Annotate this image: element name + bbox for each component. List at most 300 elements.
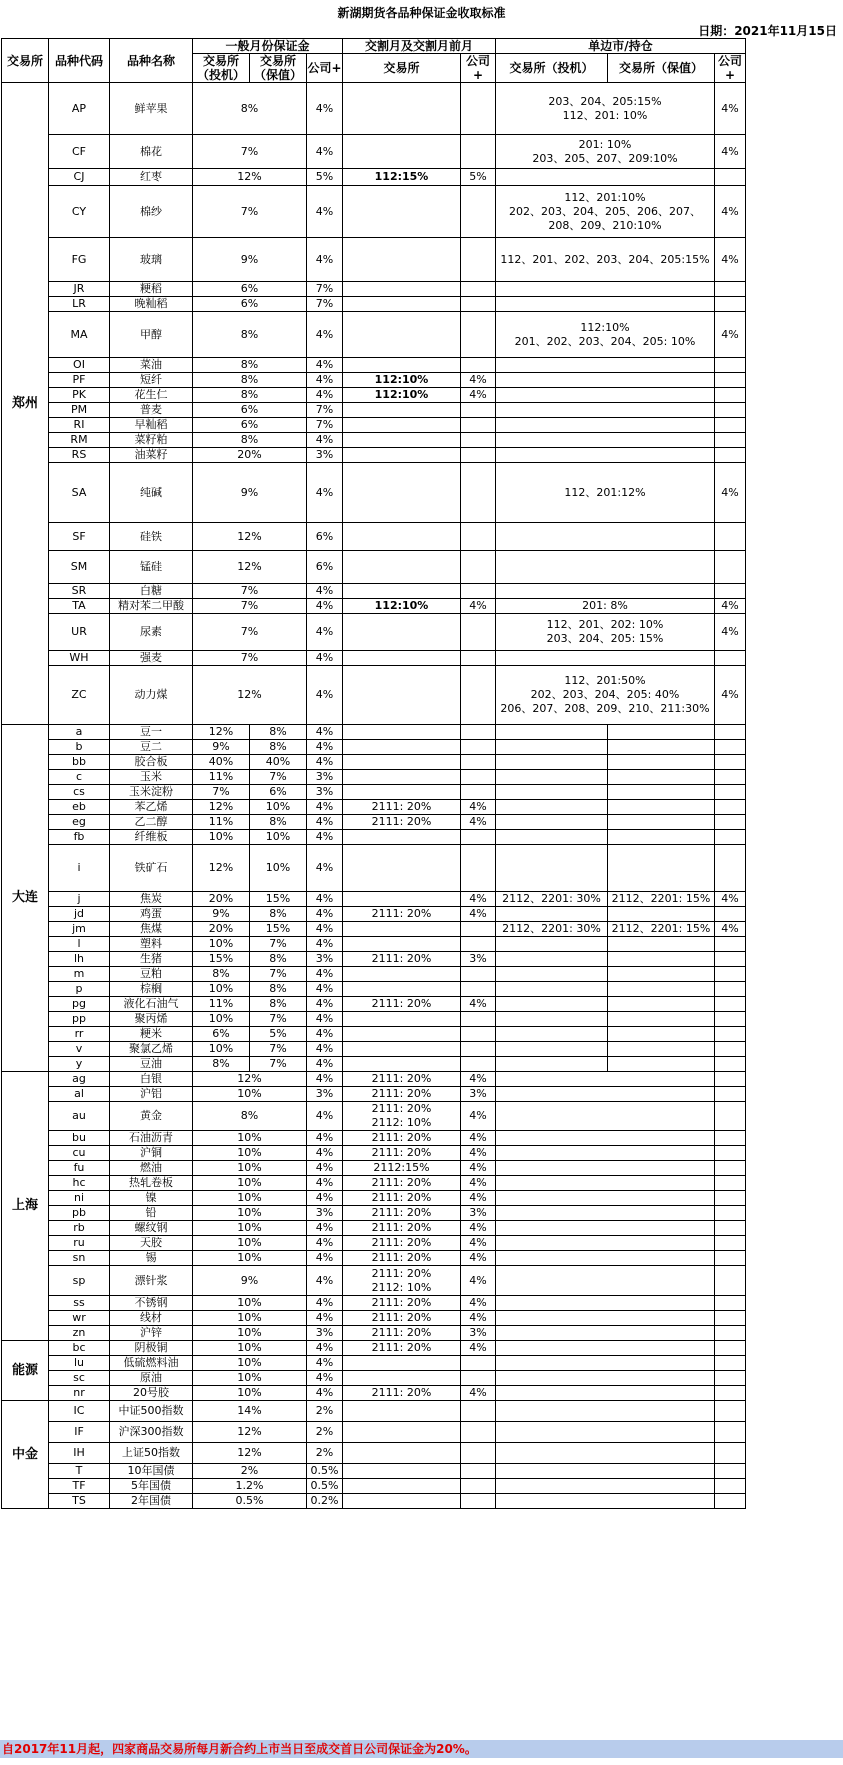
name-cell: 早籼稻 (110, 418, 193, 433)
delivery-margin-cell (343, 770, 461, 785)
delivery-plus-cell (461, 1494, 496, 1509)
single-plus-cell (715, 1176, 746, 1191)
single-spec-cell (496, 982, 608, 997)
spec-margin-cell: 10% (193, 1042, 250, 1057)
single-plus-cell (715, 1296, 746, 1311)
name-cell: 阴极铜 (110, 1341, 193, 1356)
hedge-margin-cell: 8% (250, 740, 307, 755)
delivery-plus-cell (461, 1356, 496, 1371)
code-cell: sn (49, 1251, 110, 1266)
single-margin-cell (496, 1464, 715, 1479)
single-hedge-cell: 2112、2201: 15% (608, 892, 715, 907)
code-cell: sp (49, 1266, 110, 1296)
exchange-cell: 上海 (2, 1072, 49, 1341)
hedge-margin-cell: 6% (250, 785, 307, 800)
delivery-margin-cell (343, 755, 461, 770)
name-cell: 沪锌 (110, 1326, 193, 1341)
single-plus-cell (715, 1131, 746, 1146)
table-row (2, 1236, 746, 1251)
delivery-plus-cell: 4% (461, 1236, 496, 1251)
single-plus-cell (715, 418, 746, 433)
table-row (2, 238, 746, 282)
single-plus-cell: 4% (715, 892, 746, 907)
company-plus-cell: 4% (307, 135, 343, 169)
name-cell: 鲜苹果 (110, 83, 193, 135)
delivery-margin-cell (343, 83, 461, 135)
spec-margin-cell: 8% (193, 967, 250, 982)
delivery-margin-cell: 2111: 20% (343, 1131, 461, 1146)
code-cell: IC (49, 1401, 110, 1422)
single-plus-cell: 4% (715, 666, 746, 725)
exchange-margin-cell: 10% (193, 1326, 307, 1341)
company-plus-cell: 4% (307, 83, 343, 135)
company-plus-cell: 7% (307, 297, 343, 312)
company-plus-cell: 4% (307, 614, 343, 651)
company-plus-cell: 4% (307, 1236, 343, 1251)
single-plus-cell (715, 1042, 746, 1057)
single-margin-cell (496, 1341, 715, 1356)
delivery-plus-cell (461, 297, 496, 312)
single-plus-cell (715, 937, 746, 952)
code-cell: WH (49, 651, 110, 666)
name-cell: 精对苯二甲酸 (110, 599, 193, 614)
exchange-cell: 中金 (2, 1401, 49, 1509)
single-margin-cell (496, 448, 715, 463)
name-cell: 玻璃 (110, 238, 193, 282)
exchange-cell: 能源 (2, 1341, 49, 1401)
single-plus-cell: 4% (715, 83, 746, 135)
single-hedge-cell (608, 755, 715, 770)
company-plus-cell: 4% (307, 1356, 343, 1371)
delivery-margin-cell: 2111: 20% (343, 1311, 461, 1326)
table-row (2, 1422, 746, 1443)
name-cell: 石油沥青 (110, 1131, 193, 1146)
spec-margin-cell: 7% (193, 785, 250, 800)
delivery-plus-cell: 4% (461, 1251, 496, 1266)
single-margin-cell (496, 1386, 715, 1401)
code-cell: cs (49, 785, 110, 800)
delivery-plus-cell: 4% (461, 388, 496, 403)
exchange-margin-cell: 8% (193, 388, 307, 403)
delivery-plus-cell: 4% (461, 1176, 496, 1191)
header-delivery-exchange: 交易所 (343, 54, 461, 83)
table-row (2, 1027, 746, 1042)
single-hedge-cell (608, 907, 715, 922)
single-margin-cell: 201: 8% (496, 599, 715, 614)
exchange-margin-cell: 8% (193, 83, 307, 135)
table-row (2, 1464, 746, 1479)
delivery-plus-cell (461, 1479, 496, 1494)
hedge-margin-cell: 7% (250, 937, 307, 952)
delivery-margin-cell (343, 1479, 461, 1494)
single-plus-cell (715, 967, 746, 982)
code-cell: ni (49, 1191, 110, 1206)
name-cell: 苯乙烯 (110, 800, 193, 815)
name-cell: 20号胶 (110, 1386, 193, 1401)
exchange-margin-cell: 6% (193, 297, 307, 312)
exchange-margin-cell: 6% (193, 403, 307, 418)
delivery-margin-cell (343, 358, 461, 373)
table-row (2, 1206, 746, 1221)
hedge-margin-cell: 15% (250, 922, 307, 937)
single-plus-cell (715, 1464, 746, 1479)
single-spec-cell (496, 770, 608, 785)
code-cell: eb (49, 800, 110, 815)
delivery-margin-cell: 2111: 20% 2112: 10% (343, 1266, 461, 1296)
single-plus-cell (715, 1072, 746, 1087)
code-cell: PK (49, 388, 110, 403)
company-plus-cell: 4% (307, 388, 343, 403)
delivery-margin-cell (343, 967, 461, 982)
single-plus-cell (715, 584, 746, 599)
single-margin-cell (496, 1356, 715, 1371)
table-row (2, 186, 746, 238)
delivery-plus-cell: 4% (461, 800, 496, 815)
company-plus-cell: 7% (307, 418, 343, 433)
exchange-margin-cell: 1.2% (193, 1479, 307, 1494)
table-row (2, 169, 746, 186)
delivery-plus-cell (461, 584, 496, 599)
delivery-margin-cell (343, 614, 461, 651)
single-plus-cell (715, 358, 746, 373)
exchange-margin-cell: 8% (193, 373, 307, 388)
exchange-margin-cell: 6% (193, 282, 307, 297)
hedge-margin-cell: 5% (250, 1027, 307, 1042)
code-cell: c (49, 770, 110, 785)
name-cell: 上证50指数 (110, 1443, 193, 1464)
hedge-margin-cell: 10% (250, 830, 307, 845)
single-hedge-cell (608, 967, 715, 982)
delivery-margin-cell: 112:10% (343, 599, 461, 614)
company-plus-cell: 4% (307, 1012, 343, 1027)
code-cell: PM (49, 403, 110, 418)
exchange-margin-cell: 2% (193, 1464, 307, 1479)
single-plus-cell (715, 725, 746, 740)
company-plus-cell: 4% (307, 666, 343, 725)
footer-note: 自2017年11月起，四家商品交易所每月新合约上市当日至成交首日公司保证金为20%。 (0, 1740, 843, 1758)
delivery-plus-cell: 4% (461, 1296, 496, 1311)
code-cell: zn (49, 1326, 110, 1341)
exchange-margin-cell: 8% (193, 312, 307, 358)
delivery-margin-cell (343, 1494, 461, 1509)
single-margin-cell (496, 358, 715, 373)
exchange-margin-cell: 10% (193, 1146, 307, 1161)
code-cell: CJ (49, 169, 110, 186)
delivery-plus-cell (461, 448, 496, 463)
code-cell: lh (49, 952, 110, 967)
company-plus-cell: 3% (307, 1087, 343, 1102)
delivery-margin-cell: 2111: 20% (343, 1221, 461, 1236)
single-plus-cell (715, 651, 746, 666)
delivery-margin-cell (343, 1422, 461, 1443)
single-margin-cell: 112、201:12% (496, 463, 715, 523)
single-margin-cell (496, 651, 715, 666)
single-plus-cell (715, 1206, 746, 1221)
code-cell: TA (49, 599, 110, 614)
single-margin-cell (496, 297, 715, 312)
code-cell: rr (49, 1027, 110, 1042)
single-margin-cell (496, 403, 715, 418)
company-plus-cell: 3% (307, 770, 343, 785)
delivery-margin-cell (343, 666, 461, 725)
name-cell: 原油 (110, 1371, 193, 1386)
code-cell: IF (49, 1422, 110, 1443)
single-plus-cell: 4% (715, 614, 746, 651)
exchange-margin-cell: 10% (193, 1296, 307, 1311)
single-hedge-cell (608, 937, 715, 952)
single-plus-cell (715, 1266, 746, 1296)
company-plus-cell: 4% (307, 725, 343, 740)
single-hedge-cell (608, 982, 715, 997)
delivery-plus-cell (461, 1464, 496, 1479)
code-cell: p (49, 982, 110, 997)
name-cell: 纯碱 (110, 463, 193, 523)
delivery-plus-cell (461, 725, 496, 740)
single-hedge-cell (608, 800, 715, 815)
single-plus-cell (715, 388, 746, 403)
code-cell: nr (49, 1386, 110, 1401)
table-row (2, 463, 746, 523)
exchange-margin-cell: 10% (193, 1206, 307, 1221)
name-cell: 玉米 (110, 770, 193, 785)
name-cell: 菜籽粕 (110, 433, 193, 448)
exchange-margin-cell: 8% (193, 1102, 307, 1131)
delivery-margin-cell (343, 892, 461, 907)
company-plus-cell: 4% (307, 1251, 343, 1266)
single-margin-cell (496, 169, 715, 186)
single-margin-cell (496, 1479, 715, 1494)
delivery-plus-cell (461, 418, 496, 433)
delivery-margin-cell (343, 403, 461, 418)
name-cell: 甲醇 (110, 312, 193, 358)
single-plus-cell (715, 982, 746, 997)
spec-margin-cell: 20% (193, 922, 250, 937)
single-spec-cell (496, 815, 608, 830)
table-row (2, 907, 746, 922)
single-plus-cell: 4% (715, 135, 746, 169)
single-margin-cell (496, 1206, 715, 1221)
hedge-margin-cell: 7% (250, 1057, 307, 1072)
exchange-margin-cell: 14% (193, 1401, 307, 1422)
single-plus-cell (715, 1479, 746, 1494)
header-spec: 交易所（投机） (193, 54, 250, 83)
table-row (2, 651, 746, 666)
hedge-margin-cell: 7% (250, 770, 307, 785)
table-row (2, 892, 746, 907)
company-plus-cell: 5% (307, 169, 343, 186)
exchange-margin-cell: 10% (193, 1191, 307, 1206)
table-row (2, 282, 746, 297)
company-plus-cell: 4% (307, 740, 343, 755)
code-cell: AP (49, 83, 110, 135)
delivery-margin-cell: 2111: 20% (343, 1206, 461, 1221)
single-plus-cell (715, 1356, 746, 1371)
delivery-plus-cell (461, 186, 496, 238)
hedge-margin-cell: 7% (250, 967, 307, 982)
table-row (2, 1494, 746, 1509)
single-plus-cell (715, 1401, 746, 1422)
delivery-margin-cell: 112:10% (343, 373, 461, 388)
exchange-margin-cell: 10% (193, 1371, 307, 1386)
company-plus-cell: 0.2% (307, 1494, 343, 1509)
table-row (2, 433, 746, 448)
delivery-plus-cell (461, 830, 496, 845)
name-cell: 沪铝 (110, 1087, 193, 1102)
delivery-margin-cell (343, 433, 461, 448)
code-cell: b (49, 740, 110, 755)
single-spec-cell (496, 1057, 608, 1072)
single-margin-cell (496, 1326, 715, 1341)
delivery-plus-cell: 3% (461, 1206, 496, 1221)
delivery-margin-cell (343, 135, 461, 169)
single-plus-cell (715, 403, 746, 418)
table-row (2, 523, 746, 551)
table-row (2, 1221, 746, 1236)
single-spec-cell (496, 800, 608, 815)
single-plus-cell: 4% (715, 312, 746, 358)
delivery-plus-cell: 4% (461, 1311, 496, 1326)
delivery-margin-cell (343, 463, 461, 523)
single-plus-cell (715, 1326, 746, 1341)
hedge-margin-cell: 10% (250, 845, 307, 892)
single-margin-cell (496, 1401, 715, 1422)
code-cell: pp (49, 1012, 110, 1027)
hedge-margin-cell: 40% (250, 755, 307, 770)
single-spec-cell (496, 725, 608, 740)
table-row (2, 1479, 746, 1494)
name-cell: 沪铜 (110, 1146, 193, 1161)
delivery-margin-cell: 2111: 20% (343, 800, 461, 815)
name-cell: 纤维板 (110, 830, 193, 845)
name-cell: 螺纹钢 (110, 1221, 193, 1236)
name-cell: 晚籼稻 (110, 297, 193, 312)
delivery-plus-cell (461, 463, 496, 523)
single-hedge-cell (608, 740, 715, 755)
name-cell: 玉米淀粉 (110, 785, 193, 800)
spec-margin-cell: 12% (193, 845, 250, 892)
single-plus-cell (715, 740, 746, 755)
single-plus-cell (715, 1161, 746, 1176)
name-cell: 粳米 (110, 1027, 193, 1042)
company-plus-cell: 4% (307, 815, 343, 830)
table-row (2, 770, 746, 785)
company-plus-cell: 4% (307, 1146, 343, 1161)
delivery-margin-cell: 2111: 20% (343, 1087, 461, 1102)
single-spec-cell (496, 740, 608, 755)
table-row (2, 1356, 746, 1371)
single-hedge-cell (608, 997, 715, 1012)
spec-margin-cell: 6% (193, 1027, 250, 1042)
delivery-plus-cell (461, 1422, 496, 1443)
code-cell: v (49, 1042, 110, 1057)
company-plus-cell: 4% (307, 238, 343, 282)
code-cell: ag (49, 1072, 110, 1087)
company-plus-cell: 2% (307, 1401, 343, 1422)
delivery-plus-cell: 4% (461, 997, 496, 1012)
delivery-plus-cell (461, 922, 496, 937)
name-cell: 锡 (110, 1251, 193, 1266)
name-cell: 豆一 (110, 725, 193, 740)
exchange-margin-cell: 7% (193, 651, 307, 666)
name-cell: 短纤 (110, 373, 193, 388)
code-cell: OI (49, 358, 110, 373)
header-name: 品种名称 (110, 39, 193, 83)
company-plus-cell: 4% (307, 982, 343, 997)
code-cell: sc (49, 1371, 110, 1386)
exchange-margin-cell: 10% (193, 1221, 307, 1236)
single-spec-cell (496, 845, 608, 892)
single-hedge-cell (608, 770, 715, 785)
delivery-plus-cell: 4% (461, 1341, 496, 1356)
spec-margin-cell: 10% (193, 982, 250, 997)
table-row (2, 599, 746, 614)
single-margin-cell (496, 1251, 715, 1266)
single-plus-cell (715, 1146, 746, 1161)
code-cell: bu (49, 1131, 110, 1146)
exchange-margin-cell: 8% (193, 433, 307, 448)
delivery-plus-cell (461, 785, 496, 800)
delivery-plus-cell (461, 755, 496, 770)
single-margin-cell (496, 1266, 715, 1296)
delivery-margin-cell (343, 282, 461, 297)
name-cell: 焦煤 (110, 922, 193, 937)
single-margin-cell: 112、201、202、203、204、205:15% (496, 238, 715, 282)
name-cell: 聚氯乙烯 (110, 1042, 193, 1057)
single-plus-cell (715, 845, 746, 892)
code-cell: lu (49, 1356, 110, 1371)
single-plus-cell (715, 800, 746, 815)
hedge-margin-cell: 8% (250, 982, 307, 997)
exchange-margin-cell: 10% (193, 1087, 307, 1102)
name-cell: 生猪 (110, 952, 193, 967)
company-plus-cell: 4% (307, 1386, 343, 1401)
delivery-plus-cell: 3% (461, 1326, 496, 1341)
single-margin-cell: 112、201:10% 202、203、204、205、206、207、208、209、210:10% (496, 186, 715, 238)
exchange-margin-cell: 7% (193, 584, 307, 599)
exchange-margin-cell: 10% (193, 1161, 307, 1176)
code-cell: y (49, 1057, 110, 1072)
delivery-plus-cell: 4% (461, 907, 496, 922)
hedge-margin-cell: 8% (250, 952, 307, 967)
delivery-margin-cell (343, 418, 461, 433)
name-cell: 豆粕 (110, 967, 193, 982)
header-code: 品种代码 (49, 39, 110, 83)
code-cell: TS (49, 1494, 110, 1509)
company-plus-cell: 3% (307, 1326, 343, 1341)
delivery-plus-cell: 4% (461, 1386, 496, 1401)
name-cell: 红枣 (110, 169, 193, 186)
name-cell: 10年国债 (110, 1464, 193, 1479)
company-plus-cell: 4% (307, 1072, 343, 1087)
delivery-margin-cell: 2111: 20% (343, 1326, 461, 1341)
table-row (2, 448, 746, 463)
table-row (2, 373, 746, 388)
name-cell: 普麦 (110, 403, 193, 418)
delivery-plus-cell (461, 740, 496, 755)
name-cell: 花生仁 (110, 388, 193, 403)
code-cell: FG (49, 238, 110, 282)
exchange-margin-cell: 9% (193, 463, 307, 523)
single-plus-cell (715, 169, 746, 186)
single-margin-cell (496, 433, 715, 448)
code-cell: au (49, 1102, 110, 1131)
delivery-margin-cell: 112:10% (343, 388, 461, 403)
name-cell: 沪深300指数 (110, 1422, 193, 1443)
delivery-margin-cell (343, 448, 461, 463)
delivery-margin-cell: 2111: 20% (343, 907, 461, 922)
table-row (2, 551, 746, 584)
header-delivery: 交割月及交割月前月 (343, 39, 496, 54)
